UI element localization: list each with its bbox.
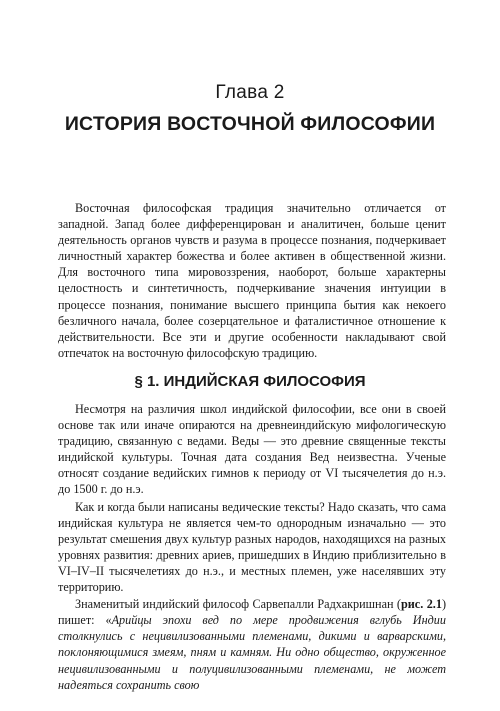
section-heading: § 1. ИНДИЙСКАЯ ФИЛОСОФИЯ <box>134 373 366 390</box>
quotation: Арийцы эпохи вед по мере продвижения вглубь Индии столкнулись с нецивилизованными племенами, дикими и варварскими, поклоняющимися змеям, пням и камням. Ни одно общество, окруженное нецивилизованными и полуцивилизованными племенами, не может надеяться сохранить свою <box>58 613 446 692</box>
paragraph-connector: ) пишет: « <box>58 597 446 628</box>
section-paragraph-3 <box>58 596 446 693</box>
chapter-title: ИСТОРИЯ ВОСТОЧНОЙ ФИЛОСОФИИ <box>64 113 436 135</box>
intro-block <box>58 200 446 361</box>
chapter-number: Глава 2 <box>215 82 285 103</box>
section-body <box>58 401 446 694</box>
section-paragraph-2: Как и когда были написаны ведические тексты? Надо сказать, что сама индийская культура не является чем-то однородным изначально — это результат смешения двух культур разных народов, находящихся на разных уровнях развития: древних ариев, пришедших в Индию приблизительно в VI–IV–II тысячелетиях до н.э., и местных племен, уже населявших эту территорию. <box>58 499 446 595</box>
intro-paragraph: Восточная философская традиция значительно отличается от западной. Запад более дифференцирован и аналитичен, больше ценит деятельность органов чувств и разума в процессе познания, подчеркивает личностный характер божества и более активен в общественной жизни. Для восточного типа мировоззрения, наоборот, больше характерны целостность и синтетичность, подчеркивание значения интуиции в процессе познания, понимание высшего принципа бытия как некоего безличного начала, более созерцательное и фаталистичное отношение к действительности. Все эти и другие особенности накладывают свой отпечаток на восточную философскую традицию. <box>58 201 446 360</box>
section-paragraph-1: Несмотря на различия школ индийской философии, все они в своей основе так или иначе опираются на древнеиндийскую мифологическую традицию, связанную с ведами. Веды — это древние священные тексты индийской культуры. Точная дата создания Вед неизвестна. Ученые относят создание ведийских гимнов к периоду от VI тысячелетия до н.э. до 1500 г. до н.э. <box>58 402 446 497</box>
paragraph-lead: Знаменитый индийский философ Сарвепалли Радхакришнан ( <box>75 597 401 612</box>
figure-reference: рис. 2.1 <box>401 597 442 612</box>
